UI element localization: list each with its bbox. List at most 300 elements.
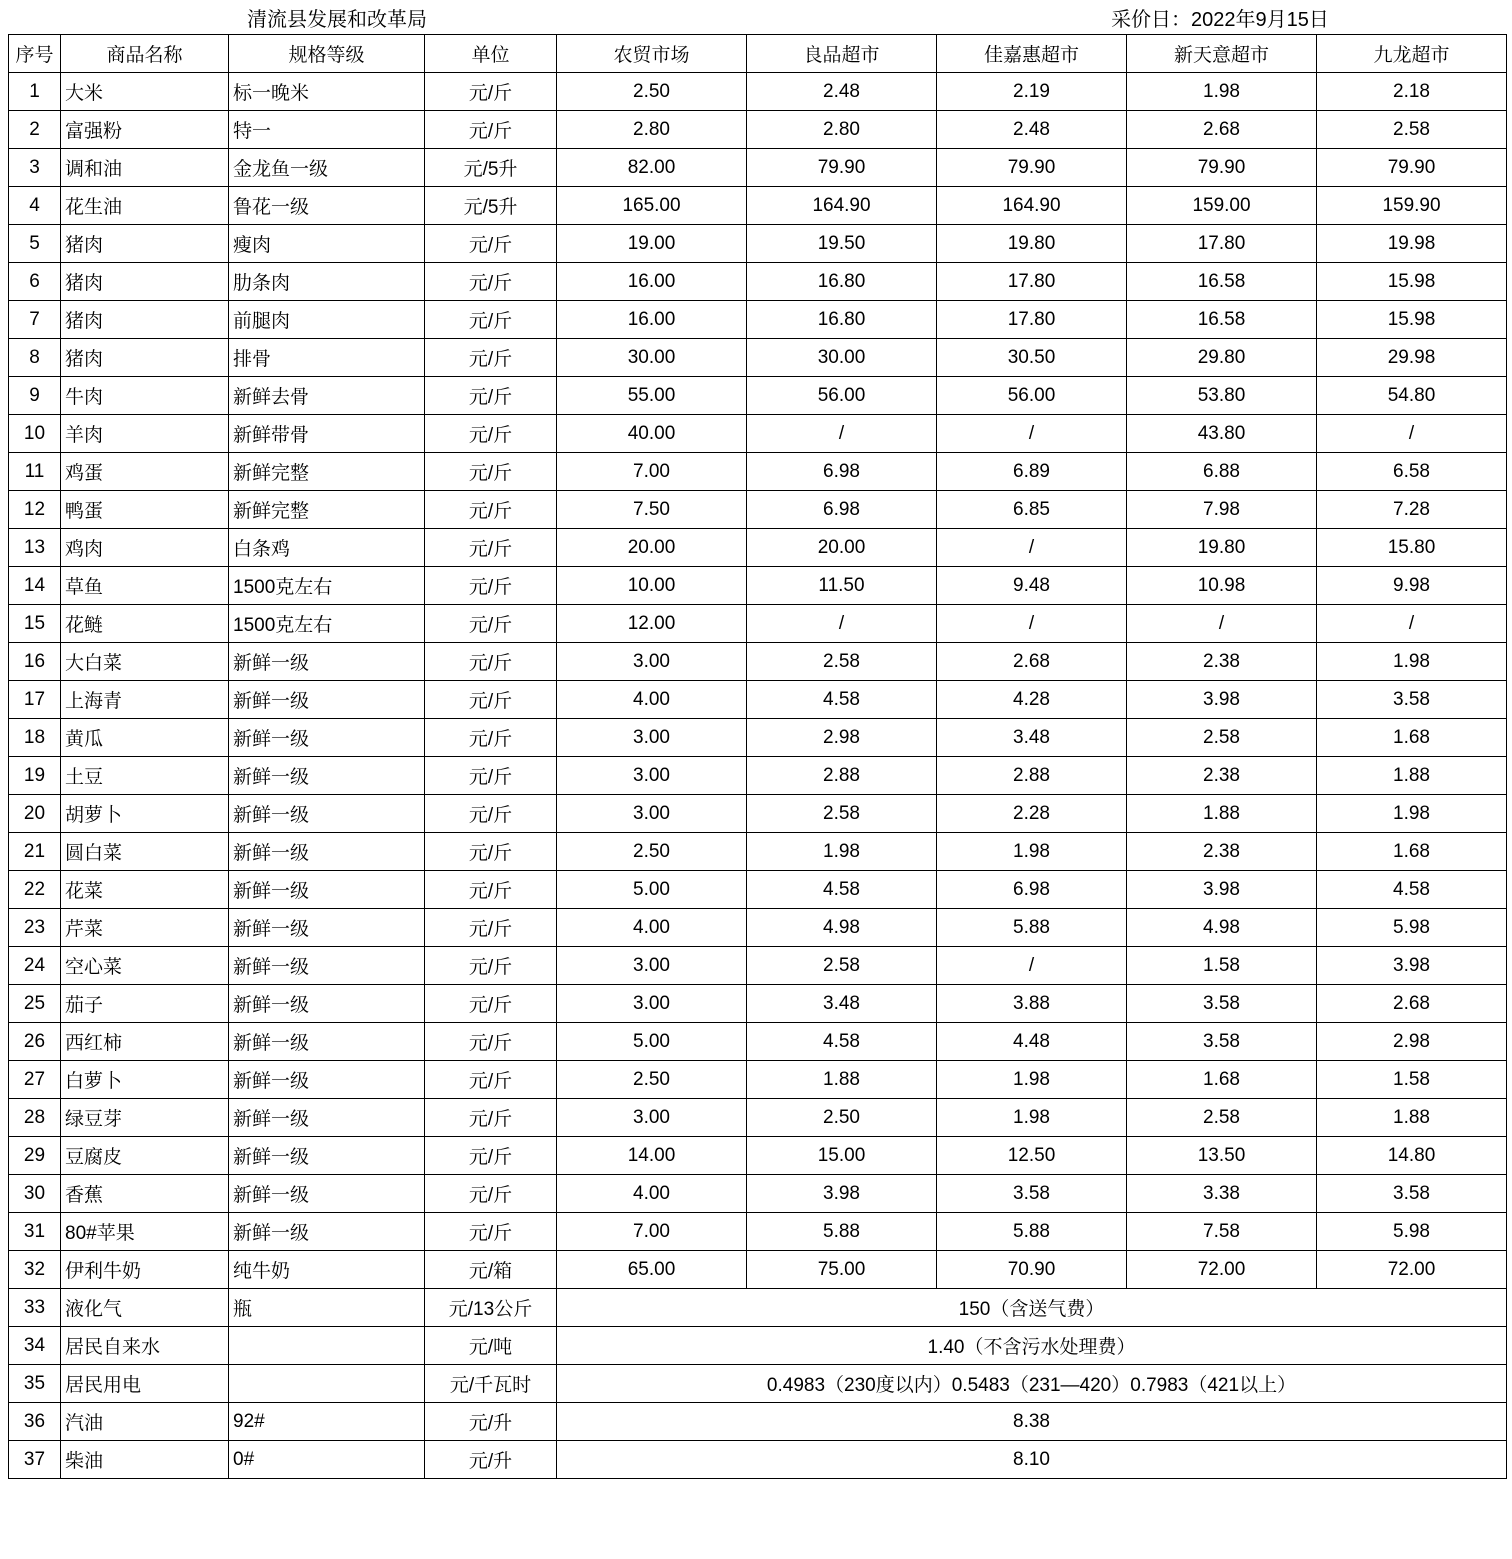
cell-price-market-4: 7.98 — [1127, 491, 1317, 529]
cell-spec: 新鲜一级 — [229, 909, 425, 947]
cell-spec: 1500克左右 — [229, 567, 425, 605]
cell-index: 23 — [9, 909, 61, 947]
cell-spec: 1500克左右 — [229, 605, 425, 643]
cell-spec: 前腿肉 — [229, 301, 425, 339]
cell-price-market-4: 3.98 — [1127, 681, 1317, 719]
cell-price-market-5: / — [1317, 605, 1507, 643]
cell-price-market-2: 4.58 — [747, 1023, 937, 1061]
cell-name: 草鱼 — [61, 567, 229, 605]
table-row — [9, 643, 1507, 681]
cell-index: 19 — [9, 757, 61, 795]
cell-price-market-5: 9.98 — [1317, 567, 1507, 605]
cell-price-market-5: 5.98 — [1317, 909, 1507, 947]
cell-spec: 新鲜带骨 — [229, 415, 425, 453]
cell-price-market-5: 1.98 — [1317, 643, 1507, 681]
cell-name: 调和油 — [61, 149, 229, 187]
cell-unit: 元/斤 — [425, 301, 557, 339]
cell-index: 17 — [9, 681, 61, 719]
table-row — [9, 149, 1507, 187]
cell-price-market-4: 19.80 — [1127, 529, 1317, 567]
cell-spec: 鲁花一级 — [229, 187, 425, 225]
cell-price-market-2: 4.58 — [747, 681, 937, 719]
cell-price-market-3: 2.88 — [937, 757, 1127, 795]
table-row — [9, 301, 1507, 339]
cell-merged-value: 150（含送气费） — [557, 1289, 1507, 1327]
cell-price-market-3: 164.90 — [937, 187, 1127, 225]
cell-unit: 元/斤 — [425, 415, 557, 453]
cell-price-market-5: 1.88 — [1317, 1099, 1507, 1137]
cell-price-market-4: 3.98 — [1127, 871, 1317, 909]
cell-index: 34 — [9, 1327, 61, 1365]
cell-name: 茄子 — [61, 985, 229, 1023]
cell-spec: 新鲜一级 — [229, 681, 425, 719]
cell-price-market-5: 2.68 — [1317, 985, 1507, 1023]
table-row — [9, 947, 1507, 985]
cell-price-market-1: 82.00 — [557, 149, 747, 187]
cell-price-market-2: 6.98 — [747, 453, 937, 491]
cell-index: 22 — [9, 871, 61, 909]
cell-name: 伊利牛奶 — [61, 1251, 229, 1289]
cell-price-market-4: / — [1127, 605, 1317, 643]
cell-price-market-5: 19.98 — [1317, 225, 1507, 263]
cell-price-market-2: 19.50 — [747, 225, 937, 263]
table-row-merged — [9, 1327, 1507, 1365]
cell-unit: 元/斤 — [425, 377, 557, 415]
cell-price-market-5: 1.88 — [1317, 757, 1507, 795]
price-table — [8, 34, 1507, 1479]
cell-index: 14 — [9, 567, 61, 605]
cell-price-market-4: 2.68 — [1127, 111, 1317, 149]
cell-price-market-5: 54.80 — [1317, 377, 1507, 415]
table-row — [9, 263, 1507, 301]
cell-unit: 元/13公斤 — [425, 1289, 557, 1327]
table-row — [9, 605, 1507, 643]
cell-name: 猪肉 — [61, 225, 229, 263]
cell-price-market-3: 4.28 — [937, 681, 1127, 719]
cell-price-market-5: 5.98 — [1317, 1213, 1507, 1251]
cell-price-market-2: 2.58 — [747, 643, 937, 681]
cell-price-market-1: 4.00 — [557, 1175, 747, 1213]
table-row — [9, 1213, 1507, 1251]
cell-name: 鸡蛋 — [61, 453, 229, 491]
table-row-merged — [9, 1289, 1507, 1327]
cell-price-market-2: 16.80 — [747, 301, 937, 339]
cell-price-market-3: 2.28 — [937, 795, 1127, 833]
cell-name: 胡萝卜 — [61, 795, 229, 833]
cell-spec: 瓶 — [229, 1289, 425, 1327]
cell-price-market-4: 53.80 — [1127, 377, 1317, 415]
cell-name: 绿豆芽 — [61, 1099, 229, 1137]
cell-price-market-5: 29.98 — [1317, 339, 1507, 377]
cell-price-market-1: 165.00 — [557, 187, 747, 225]
cell-index: 33 — [9, 1289, 61, 1327]
cell-index: 27 — [9, 1061, 61, 1099]
cell-price-market-4: 3.58 — [1127, 985, 1317, 1023]
cell-price-market-4: 43.80 — [1127, 415, 1317, 453]
cell-price-market-3: 6.98 — [937, 871, 1127, 909]
cell-spec: 白条鸡 — [229, 529, 425, 567]
cell-index: 24 — [9, 947, 61, 985]
cell-price-market-5: 6.58 — [1317, 453, 1507, 491]
cell-price-market-4: 2.58 — [1127, 719, 1317, 757]
cell-unit: 元/斤 — [425, 985, 557, 1023]
cell-name: 白萝卜 — [61, 1061, 229, 1099]
cell-price-market-1: 65.00 — [557, 1251, 747, 1289]
cell-price-market-1: 14.00 — [557, 1137, 747, 1175]
column-header-index: 序号 — [9, 35, 61, 73]
cell-unit: 元/5升 — [425, 187, 557, 225]
cell-index: 5 — [9, 225, 61, 263]
cell-index: 10 — [9, 415, 61, 453]
cell-index: 18 — [9, 719, 61, 757]
cell-price-market-2: 20.00 — [747, 529, 937, 567]
cell-spec: 新鲜一级 — [229, 757, 425, 795]
cell-spec: 特一 — [229, 111, 425, 149]
cell-price-market-3: 3.48 — [937, 719, 1127, 757]
cell-price-market-2: 1.98 — [747, 833, 937, 871]
cell-price-market-4: 3.58 — [1127, 1023, 1317, 1061]
cell-spec: 新鲜一级 — [229, 1061, 425, 1099]
cell-price-market-4: 2.38 — [1127, 643, 1317, 681]
cell-price-market-5: 2.58 — [1317, 111, 1507, 149]
cell-price-market-1: 5.00 — [557, 871, 747, 909]
cell-spec: 肋条肉 — [229, 263, 425, 301]
cell-unit: 元/升 — [425, 1441, 557, 1479]
table-row — [9, 1137, 1507, 1175]
cell-name: 黄瓜 — [61, 719, 229, 757]
cell-index: 1 — [9, 73, 61, 111]
cell-name: 柴油 — [61, 1441, 229, 1479]
cell-spec: 92# — [229, 1403, 425, 1441]
cell-unit: 元/斤 — [425, 909, 557, 947]
cell-price-market-1: 2.80 — [557, 111, 747, 149]
cell-name: 富强粉 — [61, 111, 229, 149]
table-row — [9, 985, 1507, 1023]
table-row-merged — [9, 1403, 1507, 1441]
cell-index: 29 — [9, 1137, 61, 1175]
cell-index: 26 — [9, 1023, 61, 1061]
cell-spec: 新鲜一级 — [229, 947, 425, 985]
cell-spec: 新鲜一级 — [229, 1137, 425, 1175]
cell-price-market-2: 2.48 — [747, 73, 937, 111]
cell-price-market-4: 6.88 — [1127, 453, 1317, 491]
cell-price-market-2: 1.88 — [747, 1061, 937, 1099]
cell-spec: 新鲜一级 — [229, 1175, 425, 1213]
cell-price-market-2: 2.98 — [747, 719, 937, 757]
cell-name: 羊肉 — [61, 415, 229, 453]
cell-price-market-3: / — [937, 605, 1127, 643]
cell-unit: 元/斤 — [425, 567, 557, 605]
cell-price-market-1: 3.00 — [557, 719, 747, 757]
price-table-wrapper — [8, 34, 1504, 1479]
cell-price-market-3: 17.80 — [937, 263, 1127, 301]
cell-price-market-3: 5.88 — [937, 1213, 1127, 1251]
cell-price-market-2: 75.00 — [747, 1251, 937, 1289]
cell-name: 土豆 — [61, 757, 229, 795]
cell-price-market-1: 19.00 — [557, 225, 747, 263]
cell-name: 花鲢 — [61, 605, 229, 643]
cell-index: 32 — [9, 1251, 61, 1289]
cell-price-market-2: 2.88 — [747, 757, 937, 795]
cell-price-market-1: 16.00 — [557, 263, 747, 301]
cell-price-market-4: 17.80 — [1127, 225, 1317, 263]
cell-price-market-2: 3.48 — [747, 985, 937, 1023]
cell-name: 香蕉 — [61, 1175, 229, 1213]
table-row — [9, 681, 1507, 719]
cell-unit: 元/斤 — [425, 1061, 557, 1099]
cell-price-market-1: 2.50 — [557, 73, 747, 111]
cell-index: 25 — [9, 985, 61, 1023]
cell-index: 6 — [9, 263, 61, 301]
cell-price-market-4: 2.58 — [1127, 1099, 1317, 1137]
report-header — [8, 0, 1504, 34]
cell-spec: 新鲜一级 — [229, 1099, 425, 1137]
column-header-market-4: 新天意超市 — [1127, 35, 1317, 73]
table-row — [9, 567, 1507, 605]
cell-unit: 元/斤 — [425, 1023, 557, 1061]
cell-price-market-3: 30.50 — [937, 339, 1127, 377]
cell-price-market-3: 2.48 — [937, 111, 1127, 149]
cell-name: 鸡肉 — [61, 529, 229, 567]
cell-price-market-3: 1.98 — [937, 1061, 1127, 1099]
cell-index: 12 — [9, 491, 61, 529]
table-head — [9, 35, 1507, 73]
cell-price-market-3: 5.88 — [937, 909, 1127, 947]
cell-index: 4 — [9, 187, 61, 225]
cell-name: 花生油 — [61, 187, 229, 225]
cell-index: 2 — [9, 111, 61, 149]
cell-unit: 元/升 — [425, 1403, 557, 1441]
cell-price-market-3: / — [937, 415, 1127, 453]
column-header-unit: 单位 — [425, 35, 557, 73]
cell-index: 36 — [9, 1403, 61, 1441]
cell-merged-value: 8.38 — [557, 1403, 1507, 1441]
column-header-market-5: 九龙超市 — [1317, 35, 1507, 73]
cell-price-market-4: 79.90 — [1127, 149, 1317, 187]
cell-price-market-4: 72.00 — [1127, 1251, 1317, 1289]
cell-price-market-2: 4.58 — [747, 871, 937, 909]
cell-price-market-1: 4.00 — [557, 909, 747, 947]
cell-price-market-5: 1.68 — [1317, 719, 1507, 757]
table-row — [9, 73, 1507, 111]
cell-price-market-4: 7.58 — [1127, 1213, 1317, 1251]
cell-index: 7 — [9, 301, 61, 339]
cell-unit: 元/斤 — [425, 605, 557, 643]
cell-price-market-3: 3.88 — [937, 985, 1127, 1023]
cell-unit: 元/斤 — [425, 643, 557, 681]
cell-spec: 新鲜完整 — [229, 453, 425, 491]
cell-unit: 元/5升 — [425, 149, 557, 187]
cell-name: 西红柿 — [61, 1023, 229, 1061]
cell-spec: 新鲜一级 — [229, 871, 425, 909]
cell-spec: 新鲜一级 — [229, 833, 425, 871]
cell-unit: 元/斤 — [425, 719, 557, 757]
cell-price-market-1: 3.00 — [557, 795, 747, 833]
cell-spec: 标一晚米 — [229, 73, 425, 111]
cell-price-market-4: 13.50 — [1127, 1137, 1317, 1175]
table-row — [9, 111, 1507, 149]
cell-price-market-1: 7.00 — [557, 1213, 747, 1251]
table-row — [9, 1175, 1507, 1213]
cell-name: 汽油 — [61, 1403, 229, 1441]
cell-price-market-2: 2.58 — [747, 947, 937, 985]
cell-price-market-5: 14.80 — [1317, 1137, 1507, 1175]
column-header-market-2: 良品超市 — [747, 35, 937, 73]
cell-name: 圆白菜 — [61, 833, 229, 871]
survey-date: 采价日：2022年9月15日 — [1111, 8, 1329, 31]
table-row — [9, 187, 1507, 225]
cell-price-market-3: 2.19 — [937, 73, 1127, 111]
cell-unit: 元/斤 — [425, 339, 557, 377]
cell-price-market-5: 15.98 — [1317, 263, 1507, 301]
cell-price-market-1: 12.00 — [557, 605, 747, 643]
cell-price-market-4: 1.58 — [1127, 947, 1317, 985]
cell-price-market-4: 10.98 — [1127, 567, 1317, 605]
column-header-market-1: 农贸市场 — [557, 35, 747, 73]
cell-price-market-1: 3.00 — [557, 1099, 747, 1137]
column-header-spec: 规格等级 — [229, 35, 425, 73]
cell-unit: 元/斤 — [425, 1137, 557, 1175]
cell-price-market-1: 5.00 — [557, 1023, 747, 1061]
cell-price-market-1: 3.00 — [557, 643, 747, 681]
cell-index: 31 — [9, 1213, 61, 1251]
cell-price-market-2: 79.90 — [747, 149, 937, 187]
table-row — [9, 795, 1507, 833]
cell-merged-value: 1.40（不含污水处理费） — [557, 1327, 1507, 1365]
cell-spec: 新鲜一级 — [229, 985, 425, 1023]
cell-price-market-2: / — [747, 415, 937, 453]
cell-name: 大米 — [61, 73, 229, 111]
cell-spec: 新鲜一级 — [229, 1023, 425, 1061]
cell-price-market-4: 1.98 — [1127, 73, 1317, 111]
cell-price-market-5: 3.58 — [1317, 1175, 1507, 1213]
cell-price-market-2: 5.88 — [747, 1213, 937, 1251]
table-row — [9, 1099, 1507, 1137]
cell-price-market-5: 1.58 — [1317, 1061, 1507, 1099]
cell-price-market-4: 1.68 — [1127, 1061, 1317, 1099]
cell-index: 9 — [9, 377, 61, 415]
cell-price-market-3: 19.80 — [937, 225, 1127, 263]
cell-price-market-4: 2.38 — [1127, 833, 1317, 871]
cell-price-market-5: 72.00 — [1317, 1251, 1507, 1289]
cell-unit: 元/斤 — [425, 871, 557, 909]
cell-unit: 元/斤 — [425, 757, 557, 795]
cell-index: 21 — [9, 833, 61, 871]
cell-spec: 新鲜一级 — [229, 1213, 425, 1251]
table-row — [9, 833, 1507, 871]
cell-unit: 元/箱 — [425, 1251, 557, 1289]
cell-price-market-2: 30.00 — [747, 339, 937, 377]
cell-price-market-4: 4.98 — [1127, 909, 1317, 947]
cell-price-market-1: 3.00 — [557, 985, 747, 1023]
cell-price-market-4: 16.58 — [1127, 263, 1317, 301]
cell-price-market-1: 16.00 — [557, 301, 747, 339]
cell-spec — [229, 1327, 425, 1365]
cell-price-market-1: 20.00 — [557, 529, 747, 567]
cell-name: 空心菜 — [61, 947, 229, 985]
cell-unit: 元/斤 — [425, 529, 557, 567]
cell-price-market-1: 10.00 — [557, 567, 747, 605]
cell-price-market-5: 3.98 — [1317, 947, 1507, 985]
table-row-merged — [9, 1365, 1507, 1403]
cell-price-market-3: 1.98 — [937, 833, 1127, 871]
cell-spec: 排骨 — [229, 339, 425, 377]
cell-spec: 新鲜一级 — [229, 795, 425, 833]
cell-index: 30 — [9, 1175, 61, 1213]
cell-price-market-2: 56.00 — [747, 377, 937, 415]
table-row — [9, 377, 1507, 415]
cell-unit: 元/吨 — [425, 1327, 557, 1365]
cell-price-market-5: 3.58 — [1317, 681, 1507, 719]
cell-price-market-2: 15.00 — [747, 1137, 937, 1175]
cell-name: 猪肉 — [61, 263, 229, 301]
cell-name: 猪肉 — [61, 339, 229, 377]
column-header-name: 商品名称 — [61, 35, 229, 73]
cell-price-market-5: 7.28 — [1317, 491, 1507, 529]
cell-merged-value: 0.4983（230度以内）0.5483（231—420）0.7983（421以上） — [557, 1365, 1507, 1403]
cell-index: 35 — [9, 1365, 61, 1403]
table-row — [9, 757, 1507, 795]
cell-price-market-1: 3.00 — [557, 757, 747, 795]
cell-price-market-4: 2.38 — [1127, 757, 1317, 795]
cell-index: 20 — [9, 795, 61, 833]
cell-name: 牛肉 — [61, 377, 229, 415]
table-row — [9, 909, 1507, 947]
cell-spec: 新鲜完整 — [229, 491, 425, 529]
cell-price-market-5: 15.80 — [1317, 529, 1507, 567]
table-row — [9, 339, 1507, 377]
cell-price-market-5: 2.18 — [1317, 73, 1507, 111]
cell-name: 居民用电 — [61, 1365, 229, 1403]
cell-index: 16 — [9, 643, 61, 681]
cell-unit: 元/斤 — [425, 111, 557, 149]
cell-price-market-2: 16.80 — [747, 263, 937, 301]
cell-price-market-5: 15.98 — [1317, 301, 1507, 339]
cell-name: 猪肉 — [61, 301, 229, 339]
table-row — [9, 871, 1507, 909]
table-body — [9, 73, 1507, 1479]
cell-unit: 元/斤 — [425, 947, 557, 985]
column-header-market-3: 佳嘉惠超市 — [937, 35, 1127, 73]
cell-price-market-3: 79.90 — [937, 149, 1127, 187]
table-row — [9, 1251, 1507, 1289]
table-row — [9, 453, 1507, 491]
cell-index: 8 — [9, 339, 61, 377]
cell-spec: 金龙鱼一级 — [229, 149, 425, 187]
cell-price-market-3: 6.85 — [937, 491, 1127, 529]
cell-price-market-4: 159.00 — [1127, 187, 1317, 225]
cell-index: 13 — [9, 529, 61, 567]
cell-price-market-5: / — [1317, 415, 1507, 453]
cell-price-market-5: 79.90 — [1317, 149, 1507, 187]
table-row — [9, 529, 1507, 567]
cell-price-market-3: / — [937, 529, 1127, 567]
cell-price-market-1: 30.00 — [557, 339, 747, 377]
cell-price-market-4: 1.88 — [1127, 795, 1317, 833]
cell-price-market-1: 55.00 — [557, 377, 747, 415]
cell-price-market-1: 4.00 — [557, 681, 747, 719]
cell-price-market-4: 3.38 — [1127, 1175, 1317, 1213]
cell-spec: 0# — [229, 1441, 425, 1479]
cell-price-market-3: 17.80 — [937, 301, 1127, 339]
table-row — [9, 1061, 1507, 1099]
cell-unit: 元/斤 — [425, 225, 557, 263]
cell-name: 鸭蛋 — [61, 491, 229, 529]
cell-merged-value: 8.10 — [557, 1441, 1507, 1479]
cell-price-market-2: 3.98 — [747, 1175, 937, 1213]
cell-spec: 新鲜一级 — [229, 643, 425, 681]
cell-unit: 元/斤 — [425, 795, 557, 833]
